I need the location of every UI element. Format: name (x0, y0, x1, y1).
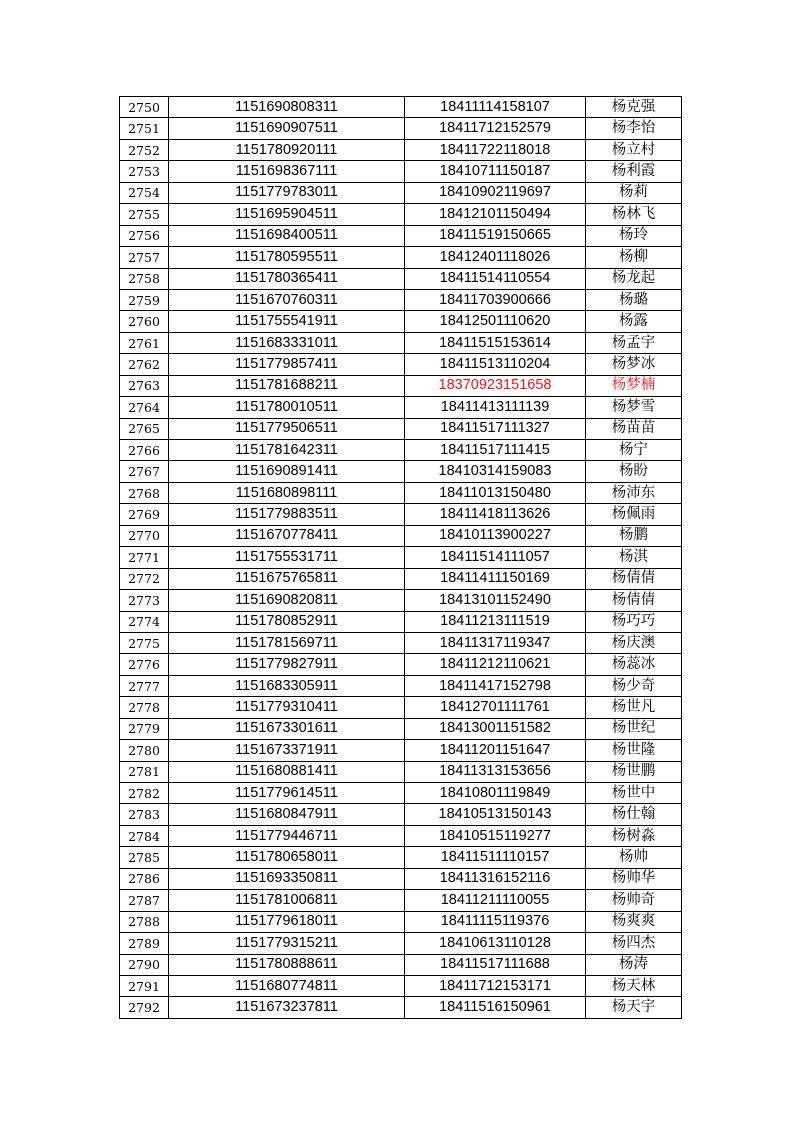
table-row (120, 397, 682, 418)
table-row (120, 182, 682, 203)
person-name-cell: 杨世隆 (586, 740, 682, 761)
id-number-cell: 1151779618011 (169, 911, 405, 932)
person-name-cell: 杨涛 (586, 954, 682, 975)
phone-number-cell: 18411519150665 (405, 225, 586, 246)
person-name-cell: 杨孟宇 (586, 332, 682, 353)
table-row (120, 890, 682, 911)
serial-number-cell: 2767 (120, 461, 169, 482)
serial-number-cell: 2774 (120, 611, 169, 632)
person-name-cell: 杨树淼 (586, 825, 682, 846)
phone-number-cell: 18411413111139 (405, 397, 586, 418)
table-row (120, 525, 682, 546)
id-number-cell: 1151779883511 (169, 504, 405, 525)
phone-number-cell: 18411722118018 (405, 139, 586, 160)
id-number-cell: 1151779446711 (169, 825, 405, 846)
serial-number-cell: 2788 (120, 911, 169, 932)
table-row (120, 997, 682, 1018)
serial-number-cell: 2780 (120, 740, 169, 761)
serial-number-cell: 2768 (120, 482, 169, 503)
table-row (120, 354, 682, 375)
table-row (120, 975, 682, 996)
table-row (120, 204, 682, 225)
phone-number-cell: 18410513150143 (405, 804, 586, 825)
serial-number-cell: 2764 (120, 397, 169, 418)
serial-number-cell: 2787 (120, 890, 169, 911)
table-row (120, 247, 682, 268)
table-row (120, 97, 682, 118)
table-row (120, 482, 682, 503)
id-number-cell: 1151781006811 (169, 890, 405, 911)
id-number-cell: 1151780852911 (169, 611, 405, 632)
serial-number-cell: 2751 (120, 118, 169, 139)
person-name-cell: 杨淇 (586, 547, 682, 568)
serial-number-cell: 2781 (120, 761, 169, 782)
person-name-cell: 杨仕翰 (586, 804, 682, 825)
serial-number-cell: 2784 (120, 825, 169, 846)
table-row (120, 825, 682, 846)
phone-number-cell: 18411513110204 (405, 354, 586, 375)
person-name-cell: 杨苗苗 (586, 418, 682, 439)
phone-number-cell: 18370923151658 (405, 375, 586, 396)
id-number-cell: 1151781569711 (169, 632, 405, 653)
phone-number-cell: 18411317119347 (405, 632, 586, 653)
phone-number-cell: 18411514111057 (405, 547, 586, 568)
phone-number-cell: 18411316152116 (405, 868, 586, 889)
table-row (120, 568, 682, 589)
roster-table (119, 96, 682, 1019)
table-row (120, 139, 682, 160)
person-name-cell: 杨璐 (586, 289, 682, 310)
table-row (120, 289, 682, 310)
serial-number-cell: 2758 (120, 268, 169, 289)
table-row (120, 461, 682, 482)
serial-number-cell: 2762 (120, 354, 169, 375)
phone-number-cell: 18411516150961 (405, 997, 586, 1018)
id-number-cell: 1151779614511 (169, 783, 405, 804)
phone-number-cell: 18413001151582 (405, 718, 586, 739)
person-name-cell: 杨梦雪 (586, 397, 682, 418)
table-row (120, 697, 682, 718)
table-row (120, 375, 682, 396)
serial-number-cell: 2761 (120, 332, 169, 353)
table-row (120, 311, 682, 332)
phone-number-cell: 18411114158107 (405, 97, 586, 118)
person-name-cell: 杨帅奇 (586, 890, 682, 911)
serial-number-cell: 2770 (120, 525, 169, 546)
phone-number-cell: 18412501110620 (405, 311, 586, 332)
person-name-cell: 杨天林 (586, 975, 682, 996)
table-row (120, 632, 682, 653)
id-number-cell: 1151693350811 (169, 868, 405, 889)
person-name-cell: 杨四杰 (586, 933, 682, 954)
table-row (120, 161, 682, 182)
id-number-cell: 1151781642311 (169, 440, 405, 461)
serial-number-cell: 2763 (120, 375, 169, 396)
phone-number-cell: 18411417152798 (405, 675, 586, 696)
person-name-cell: 杨李怡 (586, 118, 682, 139)
table-row (120, 740, 682, 761)
serial-number-cell: 2783 (120, 804, 169, 825)
serial-number-cell: 2786 (120, 868, 169, 889)
serial-number-cell: 2752 (120, 139, 169, 160)
person-name-cell: 杨爽爽 (586, 911, 682, 932)
person-name-cell: 杨宁 (586, 440, 682, 461)
phone-number-cell: 18413101152490 (405, 590, 586, 611)
serial-number-cell: 2777 (120, 675, 169, 696)
table-row (120, 654, 682, 675)
id-number-cell: 1151755531711 (169, 547, 405, 568)
phone-number-cell: 18410113900227 (405, 525, 586, 546)
id-number-cell: 1151779506511 (169, 418, 405, 439)
id-number-cell: 1151680881411 (169, 761, 405, 782)
id-number-cell: 1151779310411 (169, 697, 405, 718)
table-row (120, 911, 682, 932)
id-number-cell: 1151690891411 (169, 461, 405, 482)
serial-number-cell: 2776 (120, 654, 169, 675)
id-number-cell: 1151683305911 (169, 675, 405, 696)
table-row (120, 418, 682, 439)
phone-number-cell: 18411418113626 (405, 504, 586, 525)
id-number-cell: 1151680847911 (169, 804, 405, 825)
id-number-cell: 1151690907511 (169, 118, 405, 139)
table-row (120, 440, 682, 461)
phone-number-cell: 18411517111415 (405, 440, 586, 461)
phone-number-cell: 18410801119849 (405, 783, 586, 804)
phone-number-cell: 18410515119277 (405, 825, 586, 846)
id-number-cell: 1151695904511 (169, 204, 405, 225)
phone-number-cell: 18411517111327 (405, 418, 586, 439)
person-name-cell: 杨柳 (586, 247, 682, 268)
id-number-cell: 1151780365411 (169, 268, 405, 289)
serial-number-cell: 2765 (120, 418, 169, 439)
id-number-cell: 1151779857411 (169, 354, 405, 375)
phone-number-cell: 18411213111519 (405, 611, 586, 632)
person-name-cell: 杨玲 (586, 225, 682, 246)
serial-number-cell: 2754 (120, 182, 169, 203)
table-row (120, 504, 682, 525)
person-name-cell: 杨世鹏 (586, 761, 682, 782)
serial-number-cell: 2757 (120, 247, 169, 268)
table-row (120, 933, 682, 954)
id-number-cell: 1151670778411 (169, 525, 405, 546)
phone-number-cell: 18410711150187 (405, 161, 586, 182)
table-row (120, 718, 682, 739)
id-number-cell: 1151698367111 (169, 161, 405, 182)
id-number-cell: 1151780010511 (169, 397, 405, 418)
serial-number-cell: 2790 (120, 954, 169, 975)
serial-number-cell: 2756 (120, 225, 169, 246)
serial-number-cell: 2785 (120, 847, 169, 868)
person-name-cell: 杨帅 (586, 847, 682, 868)
person-name-cell: 杨莉 (586, 182, 682, 203)
phone-number-cell: 18411515153614 (405, 332, 586, 353)
person-name-cell: 杨林飞 (586, 204, 682, 225)
id-number-cell: 1151673301611 (169, 718, 405, 739)
id-number-cell: 1151780595511 (169, 247, 405, 268)
person-name-cell: 杨佩雨 (586, 504, 682, 525)
serial-number-cell: 2773 (120, 590, 169, 611)
phone-number-cell: 18411712152579 (405, 118, 586, 139)
person-name-cell: 杨利霞 (586, 161, 682, 182)
id-number-cell: 1151690820811 (169, 590, 405, 611)
serial-number-cell: 2772 (120, 568, 169, 589)
person-name-cell: 杨世纪 (586, 718, 682, 739)
table-row (120, 332, 682, 353)
phone-number-cell: 18412401118026 (405, 247, 586, 268)
person-name-cell: 杨露 (586, 311, 682, 332)
table-row (120, 118, 682, 139)
id-number-cell: 1151779827911 (169, 654, 405, 675)
phone-number-cell: 18411211110055 (405, 890, 586, 911)
id-number-cell: 1151781688211 (169, 375, 405, 396)
id-number-cell: 1151680898111 (169, 482, 405, 503)
person-name-cell: 杨克强 (586, 97, 682, 118)
table-row (120, 868, 682, 889)
phone-number-cell: 18411201151647 (405, 740, 586, 761)
serial-number-cell: 2789 (120, 933, 169, 954)
person-name-cell: 杨天宇 (586, 997, 682, 1018)
person-name-cell: 杨立村 (586, 139, 682, 160)
phone-number-cell: 18411517111688 (405, 954, 586, 975)
serial-number-cell: 2771 (120, 547, 169, 568)
phone-number-cell: 18412101150494 (405, 204, 586, 225)
id-number-cell: 1151780920111 (169, 139, 405, 160)
table-row (120, 804, 682, 825)
phone-number-cell: 18410314159083 (405, 461, 586, 482)
person-name-cell: 杨帅华 (586, 868, 682, 889)
serial-number-cell: 2750 (120, 97, 169, 118)
table-row (120, 547, 682, 568)
id-number-cell: 1151755541911 (169, 311, 405, 332)
person-name-cell: 杨盼 (586, 461, 682, 482)
phone-number-cell: 18412701111761 (405, 697, 586, 718)
person-name-cell: 杨庆澳 (586, 632, 682, 653)
phone-number-cell: 18411703900666 (405, 289, 586, 310)
table-row (120, 761, 682, 782)
serial-number-cell: 2760 (120, 311, 169, 332)
person-name-cell: 杨倩倩 (586, 590, 682, 611)
phone-number-cell: 18411411150169 (405, 568, 586, 589)
id-number-cell: 1151780888611 (169, 954, 405, 975)
phone-number-cell: 18410613110128 (405, 933, 586, 954)
person-name-cell: 杨梦冰 (586, 354, 682, 375)
serial-number-cell: 2759 (120, 289, 169, 310)
serial-number-cell: 2755 (120, 204, 169, 225)
id-number-cell: 1151680774811 (169, 975, 405, 996)
serial-number-cell: 2779 (120, 718, 169, 739)
serial-number-cell: 2792 (120, 997, 169, 1018)
phone-number-cell: 18411013150480 (405, 482, 586, 503)
serial-number-cell: 2769 (120, 504, 169, 525)
phone-number-cell: 18410902119697 (405, 182, 586, 203)
phone-number-cell: 18411712153171 (405, 975, 586, 996)
table-row (120, 611, 682, 632)
id-number-cell: 1151670760311 (169, 289, 405, 310)
person-name-cell: 杨鹏 (586, 525, 682, 546)
table-row (120, 675, 682, 696)
serial-number-cell: 2766 (120, 440, 169, 461)
person-name-cell: 杨蕊冰 (586, 654, 682, 675)
serial-number-cell: 2782 (120, 783, 169, 804)
person-name-cell: 杨世中 (586, 783, 682, 804)
phone-number-cell: 18411115119376 (405, 911, 586, 932)
phone-number-cell: 18411313153656 (405, 761, 586, 782)
phone-number-cell: 18411511110157 (405, 847, 586, 868)
phone-number-cell: 18411212110621 (405, 654, 586, 675)
id-number-cell: 1151673371911 (169, 740, 405, 761)
person-name-cell: 杨沛东 (586, 482, 682, 503)
id-number-cell: 1151690808311 (169, 97, 405, 118)
table-row (120, 783, 682, 804)
id-number-cell: 1151779315211 (169, 933, 405, 954)
id-number-cell: 1151698400511 (169, 225, 405, 246)
person-name-cell: 杨龙起 (586, 268, 682, 289)
person-name-cell: 杨巧巧 (586, 611, 682, 632)
id-number-cell: 1151675765811 (169, 568, 405, 589)
person-name-cell: 杨少奇 (586, 675, 682, 696)
person-name-cell: 杨倩倩 (586, 568, 682, 589)
id-number-cell: 1151673237811 (169, 997, 405, 1018)
serial-number-cell: 2791 (120, 975, 169, 996)
roster-body (120, 97, 682, 1019)
serial-number-cell: 2775 (120, 632, 169, 653)
serial-number-cell: 2778 (120, 697, 169, 718)
serial-number-cell: 2753 (120, 161, 169, 182)
table-row (120, 225, 682, 246)
table-row (120, 847, 682, 868)
phone-number-cell: 18411514110554 (405, 268, 586, 289)
person-name-cell: 杨世凡 (586, 697, 682, 718)
table-row (120, 268, 682, 289)
id-number-cell: 1151780658011 (169, 847, 405, 868)
id-number-cell: 1151779783011 (169, 182, 405, 203)
id-number-cell: 1151683331011 (169, 332, 405, 353)
table-row (120, 954, 682, 975)
person-name-cell: 杨梦楠 (586, 375, 682, 396)
table-row (120, 590, 682, 611)
